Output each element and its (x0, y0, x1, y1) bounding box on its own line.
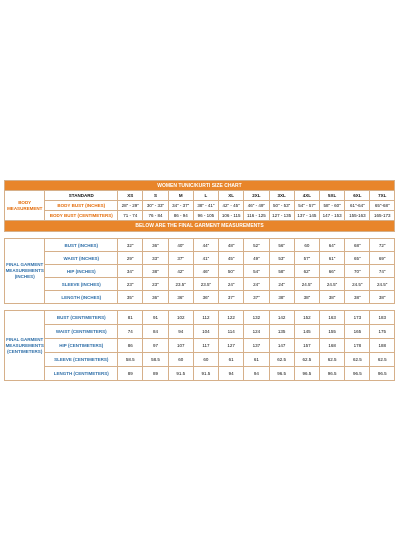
value-cell: 114 (219, 325, 244, 339)
value-cell: 50" (219, 265, 244, 278)
value-cell: 163 (319, 311, 344, 325)
inches-row (5, 252, 395, 265)
row-label: LENGTH (INCHES) (45, 291, 118, 304)
value-cell: 46" (193, 265, 218, 278)
value-cell: 91 (143, 311, 168, 325)
size-header: S (143, 191, 168, 201)
row-label: WAIST (CENTIMETERS) (45, 325, 118, 339)
value-cell: 135 (269, 325, 294, 339)
value-cell: 50" - 53" (269, 201, 294, 211)
value-cell: 142 (269, 311, 294, 325)
value-cell: 147 (269, 339, 294, 353)
chart-title: WOMEN TUNIC/KURTI SIZE CHART (5, 181, 395, 191)
value-cell: 60 (168, 353, 193, 367)
value-cell: 36" (193, 291, 218, 304)
row-label: BODY BUST (INCHES) (45, 201, 118, 211)
inches-row (5, 291, 395, 304)
row-label: BODY BUST (CENTIMETERS) (45, 211, 118, 221)
value-cell: 23.5" (168, 278, 193, 291)
value-cell: 122 (219, 311, 244, 325)
value-cell: 35" (118, 291, 143, 304)
value-cell: 86 - 94 (168, 211, 193, 221)
spacer-row (5, 232, 395, 239)
value-cell: 42" (168, 265, 193, 278)
centimeters-group-label: FINAL GARMENT MEASUREMENTS (CENTIMETERS) (5, 311, 45, 381)
value-cell: 57" (294, 252, 319, 265)
body-row (5, 211, 395, 221)
value-cell: 145 (294, 325, 319, 339)
value-cell: 106 - 115 (219, 211, 244, 221)
size-header-row (5, 191, 395, 201)
title-row (5, 181, 395, 191)
value-cell: 24.5" (294, 278, 319, 291)
value-cell: 38" (294, 291, 319, 304)
value-cell: 56" (269, 239, 294, 252)
value-cell: 24" (269, 278, 294, 291)
value-cell: 24.5" (345, 278, 370, 291)
value-cell: 52" (244, 239, 269, 252)
value-cell: 64" (319, 239, 344, 252)
value-cell: 61 (244, 353, 269, 367)
value-cell: 72" (370, 239, 395, 252)
value-cell: 89 (143, 367, 168, 381)
value-cell: 165-173 (370, 211, 395, 221)
value-cell: 62.5 (370, 353, 395, 367)
value-cell: 61 (219, 353, 244, 367)
value-cell: 62.5 (269, 353, 294, 367)
centimeters-row (5, 367, 395, 381)
value-cell: 157 (294, 339, 319, 353)
size-header: 7XL (370, 191, 395, 201)
value-cell: 81 (118, 311, 143, 325)
value-cell: 44" (193, 239, 218, 252)
centimeters-row (5, 325, 395, 339)
value-cell: 132 (244, 311, 269, 325)
value-cell: 178 (345, 339, 370, 353)
size-header: M (168, 191, 193, 201)
row-label: LENGTH (CENTIMETERS) (45, 367, 118, 381)
row-label: HIP (INCHES) (45, 265, 118, 278)
value-cell: 155 (319, 325, 344, 339)
value-cell: 96.5 (294, 367, 319, 381)
body-row (5, 201, 395, 211)
value-cell: 34" - 37" (168, 201, 193, 211)
value-cell: 94 (168, 325, 193, 339)
value-cell: 68" (345, 239, 370, 252)
inches-row (5, 265, 395, 278)
final-section-row (5, 221, 395, 232)
size-header: 5XL (319, 191, 344, 201)
value-cell: 66" (319, 265, 344, 278)
row-label: SLEEVE (INCHES) (45, 278, 118, 291)
value-cell: 60 (294, 239, 319, 252)
value-cell: 30" - 33" (143, 201, 168, 211)
value-cell: 38" (345, 291, 370, 304)
value-cell: 155-163 (345, 211, 370, 221)
value-cell: 96.5 (345, 367, 370, 381)
value-cell: 28" - 29" (118, 201, 143, 211)
value-cell: 36" (143, 291, 168, 304)
value-cell: 23.5" (193, 278, 218, 291)
value-cell: 96.5 (269, 367, 294, 381)
value-cell: 152 (294, 311, 319, 325)
value-cell: 53" (269, 252, 294, 265)
value-cell: 37" (244, 291, 269, 304)
value-cell: 76 - 84 (143, 211, 168, 221)
final-section-header: BELOW ARE THE FINAL GARMENT MEASUREMENTS (5, 221, 395, 232)
value-cell: 91.5 (168, 367, 193, 381)
size-header: 6XL (345, 191, 370, 201)
value-cell: 71 - 74 (118, 211, 143, 221)
value-cell: 183 (370, 311, 395, 325)
inches-group-label: FINAL GARMENT MEASUREMENTS (INCHES) (5, 239, 45, 304)
value-cell: 24.5" (319, 278, 344, 291)
value-cell: 23" (118, 278, 143, 291)
value-cell: 29" (118, 252, 143, 265)
value-cell: 94 (219, 367, 244, 381)
size-chart-table (4, 180, 395, 381)
size-header: 2XL (244, 191, 269, 201)
value-cell: 124 (244, 325, 269, 339)
centimeters-row (5, 353, 395, 367)
size-header: 4XL (294, 191, 319, 201)
value-cell: 116 - 125 (244, 211, 269, 221)
value-cell: 62.5 (294, 353, 319, 367)
value-cell: 33" (143, 252, 168, 265)
spacer (5, 232, 395, 239)
value-cell: 24" (244, 278, 269, 291)
value-cell: 96.5 (370, 367, 395, 381)
value-cell: 38" (370, 291, 395, 304)
value-cell: 58.5 (118, 353, 143, 367)
value-cell: 107 (168, 339, 193, 353)
value-cell: 61" (319, 252, 344, 265)
centimeters-row (5, 339, 395, 353)
value-cell: 91.5 (193, 367, 218, 381)
value-cell: 23" (143, 278, 168, 291)
row-label: WAIST (INCHES) (45, 252, 118, 265)
value-cell: 60 (193, 353, 218, 367)
value-cell: 69" (370, 252, 395, 265)
value-cell: 40" (168, 239, 193, 252)
value-cell: 117 (193, 339, 218, 353)
value-cell: 38" - 41" (193, 201, 218, 211)
value-cell: 38" (319, 291, 344, 304)
value-cell: 94 (244, 367, 269, 381)
body-measurement-label: BODY MEASUREMENT (5, 191, 45, 221)
value-cell: 62" (294, 265, 319, 278)
value-cell: 97 (143, 339, 168, 353)
value-cell: 34" (118, 265, 143, 278)
value-cell: 65" (345, 252, 370, 265)
value-cell: 38" (269, 291, 294, 304)
value-cell: 96.5 (319, 367, 344, 381)
value-cell: 102 (168, 311, 193, 325)
value-cell: 137 (244, 339, 269, 353)
inches-row (5, 239, 395, 252)
value-cell: 24.5" (370, 278, 395, 291)
row-label: BUST (INCHES) (45, 239, 118, 252)
value-cell: 175 (370, 325, 395, 339)
size-header: XS (118, 191, 143, 201)
value-cell: 127 (219, 339, 244, 353)
value-cell: 48" (219, 239, 244, 252)
value-cell: 54" (244, 265, 269, 278)
value-cell: 168 (319, 339, 344, 353)
value-cell: 70" (345, 265, 370, 278)
spacer (5, 304, 395, 311)
value-cell: 58" - 60" (319, 201, 344, 211)
spacer-row (5, 304, 395, 311)
value-cell: 41" (193, 252, 218, 265)
centimeters-row (5, 311, 395, 325)
value-cell: 147 - 153 (319, 211, 344, 221)
value-cell: 45" (219, 252, 244, 265)
row-label: SLEEVE (CENTIMETERS) (45, 353, 118, 367)
size-header: 3XL (269, 191, 294, 201)
value-cell: 84 (143, 325, 168, 339)
standard-label: STANDARD (45, 191, 118, 201)
value-cell: 54" - 57" (294, 201, 319, 211)
value-cell: 58.5 (143, 353, 168, 367)
value-cell: 24" (219, 278, 244, 291)
value-cell: 36" (168, 291, 193, 304)
value-cell: 62.5 (345, 353, 370, 367)
value-cell: 173 (345, 311, 370, 325)
inches-row (5, 278, 395, 291)
row-label: HIP (CENTIMETERS) (45, 339, 118, 353)
value-cell: 42" - 45" (219, 201, 244, 211)
value-cell: 49" (244, 252, 269, 265)
size-header: L (193, 191, 218, 201)
value-cell: 165 (345, 325, 370, 339)
value-cell: 65"-68" (370, 201, 395, 211)
value-cell: 61"-64" (345, 201, 370, 211)
value-cell: 37" (219, 291, 244, 304)
value-cell: 96 - 105 (193, 211, 218, 221)
size-header: XL (219, 191, 244, 201)
value-cell: 127 - 135 (269, 211, 294, 221)
value-cell: 32" (118, 239, 143, 252)
value-cell: 58" (269, 265, 294, 278)
value-cell: 89 (118, 367, 143, 381)
value-cell: 137 - 145 (294, 211, 319, 221)
value-cell: 74" (370, 265, 395, 278)
value-cell: 74 (118, 325, 143, 339)
value-cell: 46" - 49" (244, 201, 269, 211)
value-cell: 62.5 (319, 353, 344, 367)
value-cell: 104 (193, 325, 218, 339)
value-cell: 36" (143, 239, 168, 252)
value-cell: 112 (193, 311, 218, 325)
value-cell: 86 (118, 339, 143, 353)
value-cell: 37" (168, 252, 193, 265)
value-cell: 188 (370, 339, 395, 353)
row-label: BUST (CENTIMETERS) (45, 311, 118, 325)
value-cell: 38" (143, 265, 168, 278)
